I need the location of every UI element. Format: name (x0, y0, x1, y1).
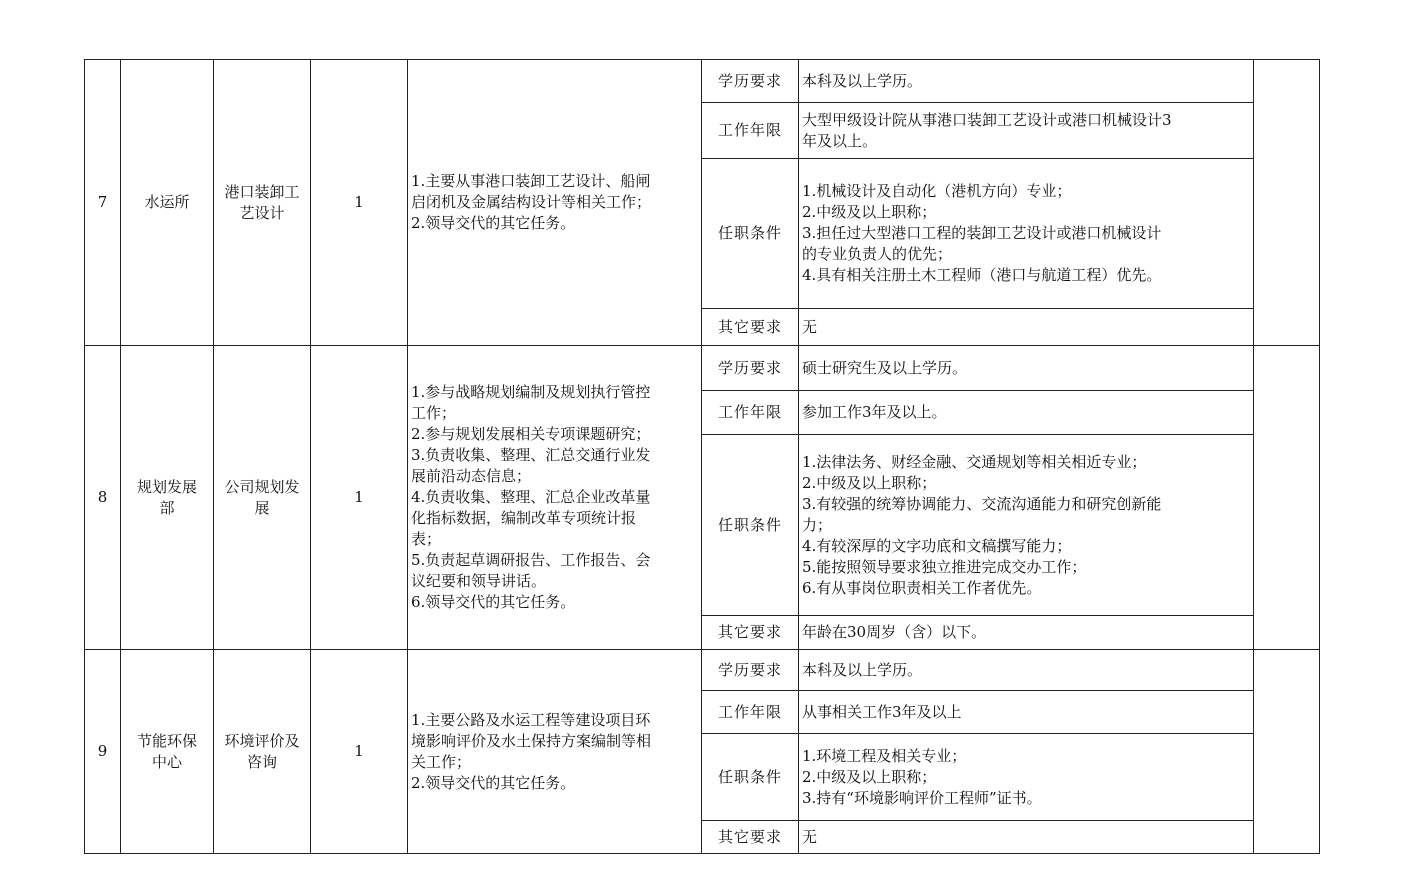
education-label: 学历要求 (702, 650, 799, 691)
years-value: 大型甲级设计院从事港口装卸工艺设计或港口机械设计3 年及以上。 (799, 103, 1254, 159)
other-value: 无 (799, 309, 1254, 346)
conditions-label: 任职条件 (702, 435, 799, 616)
row-number: 7 (85, 60, 121, 346)
education-label: 学历要求 (702, 60, 799, 103)
education-value: 硕士研究生及以上学历。 (799, 346, 1254, 391)
years-label: 工作年限 (702, 691, 799, 734)
years-value: 从事相关工作3年及以上 (799, 691, 1254, 734)
position-cell: 环境评价及 咨询 (214, 650, 311, 854)
other-label: 其它要求 (702, 616, 799, 650)
other-value: 无 (799, 821, 1254, 854)
position-cell: 公司规划发 展 (214, 346, 311, 650)
conditions-value: 1.法律法务、财经金融、交通规划等相关相近专业； 2.中级及以上职称； 3.有较强的统筹协调能力、交流沟通能力和研究创新能 力； 4.有较深厚的文字功底和文稿撰写能力； 5.能按照领导要求独立推进完成交办工作； 6.有从事岗位职责相关工作者优先。 (799, 435, 1254, 616)
other-value: 年龄在30周岁（含）以下。 (799, 616, 1254, 650)
table-row (85, 346, 1320, 391)
other-label: 其它要求 (702, 309, 799, 346)
note-cell (1254, 346, 1320, 650)
department-cell: 规划发展 部 (121, 346, 214, 650)
duties-cell: 1.主要公路及水运工程等建设项目环 境影响评价及水土保持方案编制等相 关工作； 2.领导交代的其它任务。 (408, 650, 702, 854)
education-value: 本科及以上学历。 (799, 650, 1254, 691)
position-cell: 港口装卸工 艺设计 (214, 60, 311, 346)
table-row (85, 60, 1320, 103)
headcount-cell: 1 (311, 346, 408, 650)
other-label: 其它要求 (702, 821, 799, 854)
recruitment-table (84, 59, 1320, 854)
conditions-label: 任职条件 (702, 734, 799, 821)
education-label: 学历要求 (702, 346, 799, 391)
headcount-cell: 1 (311, 650, 408, 854)
row-number: 8 (85, 346, 121, 650)
years-label: 工作年限 (702, 391, 799, 435)
department-cell: 节能环保 中心 (121, 650, 214, 854)
note-cell (1254, 650, 1320, 854)
conditions-label: 任职条件 (702, 159, 799, 309)
duties-cell: 1.主要从事港口装卸工艺设计、船闸 启闭机及金属结构设计等相关工作； 2.领导交代的其它任务。 (408, 60, 702, 346)
note-cell (1254, 60, 1320, 346)
education-value: 本科及以上学历。 (799, 60, 1254, 103)
conditions-value: 1.机械设计及自动化（港机方向）专业； 2.中级及以上职称； 3.担任过大型港口工程的装卸工艺设计或港口机械设计 的专业负责人的优先； 4.具有相关注册土木工程师（港口与航道工程）优先。 (799, 159, 1254, 309)
department-cell: 水运所 (121, 60, 214, 346)
row-number: 9 (85, 650, 121, 854)
conditions-value: 1.环境工程及相关专业； 2.中级及以上职称； 3.持有“环境影响评价工程师”证书。 (799, 734, 1254, 821)
headcount-cell: 1 (311, 60, 408, 346)
years-label: 工作年限 (702, 103, 799, 159)
table-row (85, 650, 1320, 691)
duties-cell: 1.参与战略规划编制及规划执行管控 工作； 2.参与规划发展相关专项课题研究； 3.负责收集、整理、汇总交通行业发 展前沿动态信息； 4.负责收集、整理、汇总企业改革量 化指标数据，编制改革专项统计报 表； 5.负责起草调研报告、工作报告、会 议纪要和领导讲话。 6.领导交代的其它任务。 (408, 346, 702, 650)
years-value: 参加工作3年及以上。 (799, 391, 1254, 435)
